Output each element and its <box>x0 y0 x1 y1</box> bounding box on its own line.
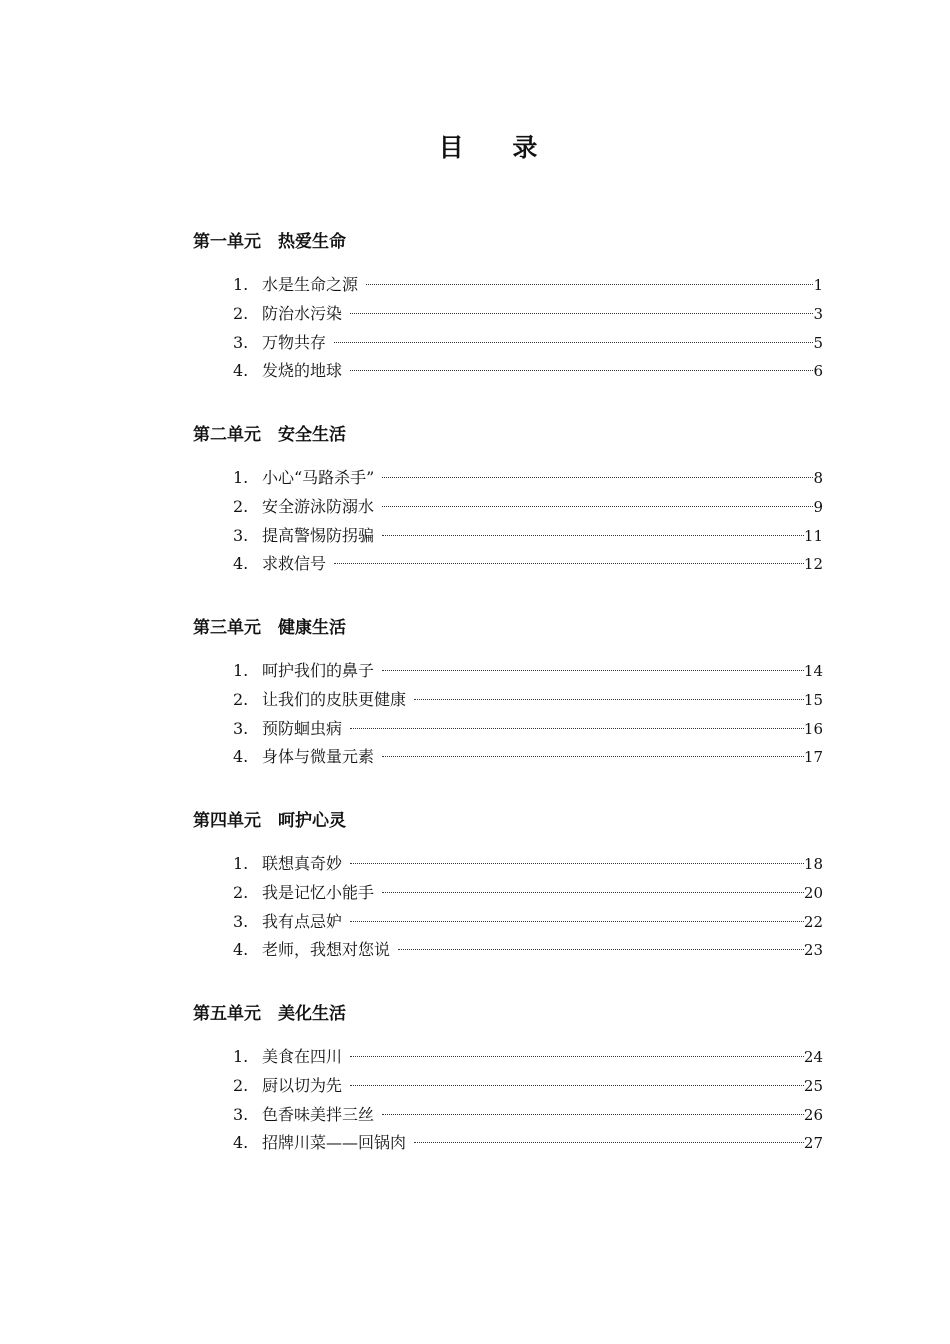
entry-list <box>193 272 823 387</box>
dot-leader <box>414 699 804 700</box>
unit-heading[interactable]: 第一单元 热爱生命 <box>193 232 346 252</box>
dot-leader <box>334 563 804 564</box>
entry-title: 发烧的地球 <box>262 361 343 381</box>
page-number: 9 <box>813 497 823 516</box>
dot-leader <box>414 1142 804 1143</box>
page-number: 3 <box>813 304 823 323</box>
entry-number: 2. <box>233 689 249 709</box>
entry-title: 让我们的皮肤更健康 <box>262 689 407 709</box>
toc-unit <box>193 423 823 580</box>
page-number: 23 <box>803 941 823 960</box>
page-number: 27 <box>803 1134 823 1153</box>
toc-entry[interactable] <box>233 494 823 523</box>
dot-leader <box>382 892 804 893</box>
entry-list <box>193 658 823 773</box>
toc-entry[interactable] <box>233 358 823 387</box>
dot-leader <box>366 284 813 285</box>
toc-entry[interactable] <box>233 1044 823 1073</box>
toc-entry[interactable] <box>233 880 823 909</box>
toc-entry[interactable] <box>233 523 823 552</box>
page-number: 26 <box>803 1105 823 1124</box>
toc-entry[interactable] <box>233 1102 823 1131</box>
dot-leader <box>382 756 804 757</box>
toc-entry[interactable] <box>233 330 823 359</box>
toc-entry[interactable] <box>233 272 823 301</box>
toc-entry[interactable] <box>233 744 823 773</box>
entry-list <box>193 465 823 580</box>
entry-number: 4. <box>233 361 249 381</box>
dot-leader <box>382 1114 804 1115</box>
dot-leader <box>382 670 804 671</box>
entry-number: 3. <box>233 332 249 352</box>
toc-entry[interactable] <box>233 851 823 880</box>
entry-title: 预防蛔虫病 <box>262 718 343 738</box>
unit-heading[interactable]: 第四单元 呵护心灵 <box>193 811 346 831</box>
entry-title: 联想真奇妙 <box>262 854 343 873</box>
entry-number: 3. <box>233 718 249 738</box>
page-number: 14 <box>803 662 823 680</box>
entry-list <box>193 1044 823 1159</box>
dot-leader <box>350 313 813 314</box>
entry-number: 4. <box>233 1133 249 1153</box>
page-number: 25 <box>803 1076 823 1095</box>
toc-unit <box>193 1002 823 1159</box>
entry-title: 防治水污染 <box>262 303 343 323</box>
dot-leader <box>350 1056 804 1057</box>
entry-title: 提高警惕防拐骗 <box>262 525 375 545</box>
entry-title: 我是记忆小能手 <box>262 882 375 902</box>
entry-number: 2. <box>233 303 249 323</box>
page-number: 22 <box>803 912 823 931</box>
page-number: 6 <box>813 362 823 381</box>
page-number: 11 <box>803 526 823 545</box>
entry-title: 万物共存 <box>262 332 327 352</box>
toc-entry[interactable] <box>233 937 823 966</box>
page-number: 24 <box>803 1048 823 1066</box>
entry-number: 2. <box>233 496 249 516</box>
dot-leader <box>350 728 804 729</box>
dot-leader <box>350 863 804 864</box>
entry-title: 求救信号 <box>262 554 327 574</box>
entry-number: 3. <box>233 525 249 545</box>
dot-leader <box>398 949 804 950</box>
entry-number: 3. <box>233 911 249 931</box>
page-number: 12 <box>803 555 823 574</box>
dot-leader <box>382 506 813 507</box>
entry-title: 色香味美拌三丝 <box>262 1104 375 1124</box>
entry-title: 招牌川菜——回锅肉 <box>262 1133 407 1153</box>
entry-number: 4. <box>233 940 249 960</box>
entry-number: 4. <box>233 747 249 767</box>
toc-entry[interactable] <box>233 716 823 745</box>
entry-number: 2. <box>233 882 249 902</box>
toc-unit <box>193 616 823 773</box>
entry-number: 1. <box>233 275 249 294</box>
page-number: 15 <box>803 690 823 709</box>
entry-number: 1. <box>233 661 249 680</box>
entry-number: 1. <box>233 468 249 487</box>
toc-entry[interactable] <box>233 551 823 580</box>
entry-title: 美食在四川 <box>262 1047 343 1066</box>
toc-entry[interactable] <box>233 1130 823 1159</box>
dot-leader <box>350 1085 804 1086</box>
entry-number: 4. <box>233 554 249 574</box>
unit-heading[interactable]: 第二单元 安全生活 <box>193 425 346 445</box>
page-number: 5 <box>813 333 823 352</box>
page-number: 20 <box>803 883 823 902</box>
page-number: 17 <box>803 748 823 767</box>
toc-entry[interactable] <box>233 301 823 330</box>
page-number: 1 <box>813 276 823 294</box>
entry-title: 水是生命之源 <box>262 275 359 294</box>
entry-number: 2. <box>233 1075 249 1095</box>
entry-number: 3. <box>233 1104 249 1124</box>
page-number: 8 <box>813 469 823 487</box>
page-title: 目 录 <box>438 133 558 162</box>
toc-entry[interactable] <box>233 465 823 494</box>
toc-entry[interactable] <box>233 687 823 716</box>
entry-number: 1. <box>233 854 249 873</box>
toc-unit <box>193 230 823 387</box>
entry-title: 厨以切为先 <box>262 1075 343 1095</box>
dot-leader <box>334 342 813 343</box>
toc-entry[interactable] <box>233 1073 823 1102</box>
dot-leader <box>382 535 804 536</box>
dot-leader <box>350 370 813 371</box>
page-number: 18 <box>803 855 823 873</box>
entry-title: 身体与微量元素 <box>262 747 375 767</box>
entry-list <box>193 851 823 966</box>
entry-title: 呵护我们的鼻子 <box>262 661 375 680</box>
dot-leader <box>382 477 813 478</box>
toc-entry[interactable] <box>233 909 823 938</box>
unit-heading[interactable]: 第五单元 美化生活 <box>193 1004 346 1024</box>
entry-title: 小心“马路杀手” <box>262 468 375 487</box>
entry-number: 1. <box>233 1047 249 1066</box>
dot-leader <box>350 921 804 922</box>
unit-heading[interactable]: 第三单元 健康生活 <box>193 618 346 638</box>
entry-title: 安全游泳防溺水 <box>262 496 375 516</box>
toc-entry[interactable] <box>233 658 823 687</box>
toc-unit <box>193 809 823 966</box>
entry-title: 我有点忌妒 <box>262 911 343 931</box>
page-number: 16 <box>803 719 823 738</box>
entry-title: 老师，我想对您说 <box>262 940 391 960</box>
